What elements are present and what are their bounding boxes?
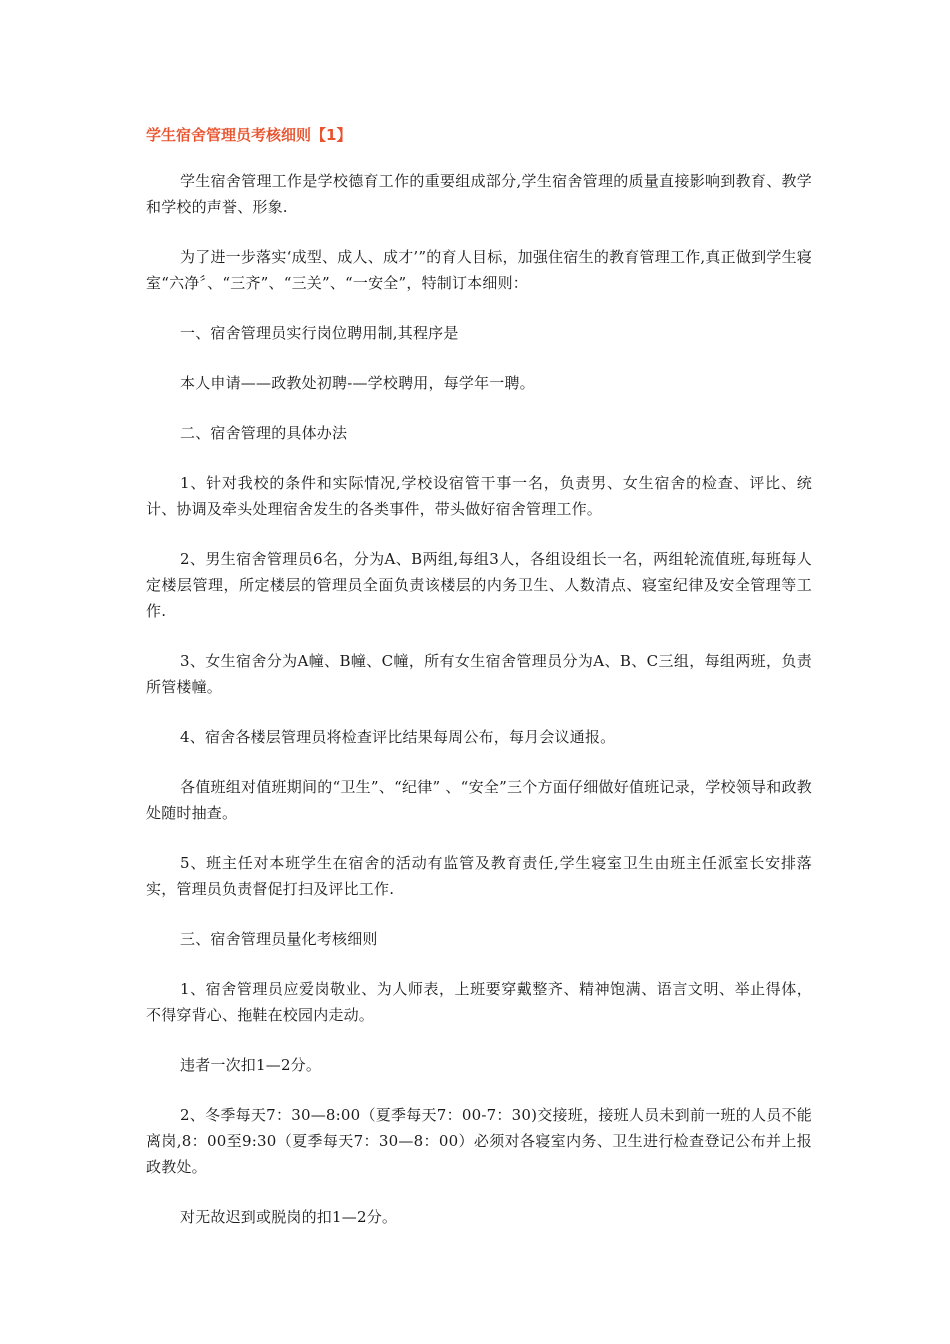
document-body	[146, 168, 812, 1254]
paragraph: 5、班主任对本班学生在宿舍的活动有监管及教育责任,学生寝室卫生由班主任派室长安排落实，管理员负责督促打扫及评比工作.	[146, 854, 812, 898]
paragraph: 本人申请——政教处初聘-—学校聘用，每学年一聘。	[180, 374, 535, 392]
section-heading: 三、宿舍管理员量化考核细则	[180, 930, 378, 948]
section-heading: 二、宿舍管理的具体办法	[180, 424, 348, 442]
paragraph: 3、女生宿舍分为A幢、B幢、C幢，所有女生宿舍管理员分为A、B、C三组，每组两班，负责所管楼幢。	[146, 652, 812, 696]
paragraph: 1、宿舍管理员应爱岗敬业、为人师表，上班要穿戴整齐、精神饱满、语言文明、举止得体，不得穿背心、拖鞋在校园内走动。	[146, 980, 812, 1024]
paragraph: 2、男生宿舍管理员6名，分为A、B两组,每组3人，各组设组长一名，两组轮流值班,每班每人定楼层管理，所定楼层的管理员全面负责该楼层的内务卫生、人数清点、寝室纪律及安全管理等工作.	[146, 550, 812, 620]
paragraph: 为了进一步落实‘成型、成人、成才’”的育人目标，加强住宿生的教育管理工作,真正做到学生寝室“六净〞、“三齐”、“三关”、“一安全”，特制订本细则：	[146, 248, 812, 292]
paragraph: 1、针对我校的条件和实际情况,学校设宿管干事一名，负责男、女生宿舍的检查、评比、统计、协调及牵头处理宿舍发生的各类事件，带头做好宿舍管理工作。	[146, 474, 812, 518]
section-heading: 一、宿舍管理员实行岗位聘用制,其程序是	[180, 324, 459, 342]
paragraph: 4、宿舍各楼层管理员将检查评比结果每周公布，每月会议通报。	[180, 728, 616, 746]
document-title: 学生宿舍管理员考核细则【1】	[146, 126, 352, 144]
paragraph: 学生宿舍管理工作是学校德育工作的重要组成部分,学生宿舍管理的质量直接影响到教育、教学和学校的声誉、形象.	[146, 172, 812, 216]
paragraph: 对无故迟到或脱岗的扣1—2分。	[180, 1208, 398, 1226]
paragraph: 违者一次扣1—2分。	[180, 1056, 322, 1074]
paragraph: 各值班组对值班期间的“卫生”、“纪律” 、“安全”三个方面仔细做好值班记录，学校领导和政教处随时抽查。	[146, 778, 812, 822]
paragraph: 2、冬季每天7：30—8:00（夏季每天7：00-7：30)交接班，接班人员未到前一班的人员不能离岗,8：00至9:30（夏季每天7：30—8：00）必须对各寝室内务、卫生进行检查登记公布并上报政教处。	[146, 1106, 812, 1176]
